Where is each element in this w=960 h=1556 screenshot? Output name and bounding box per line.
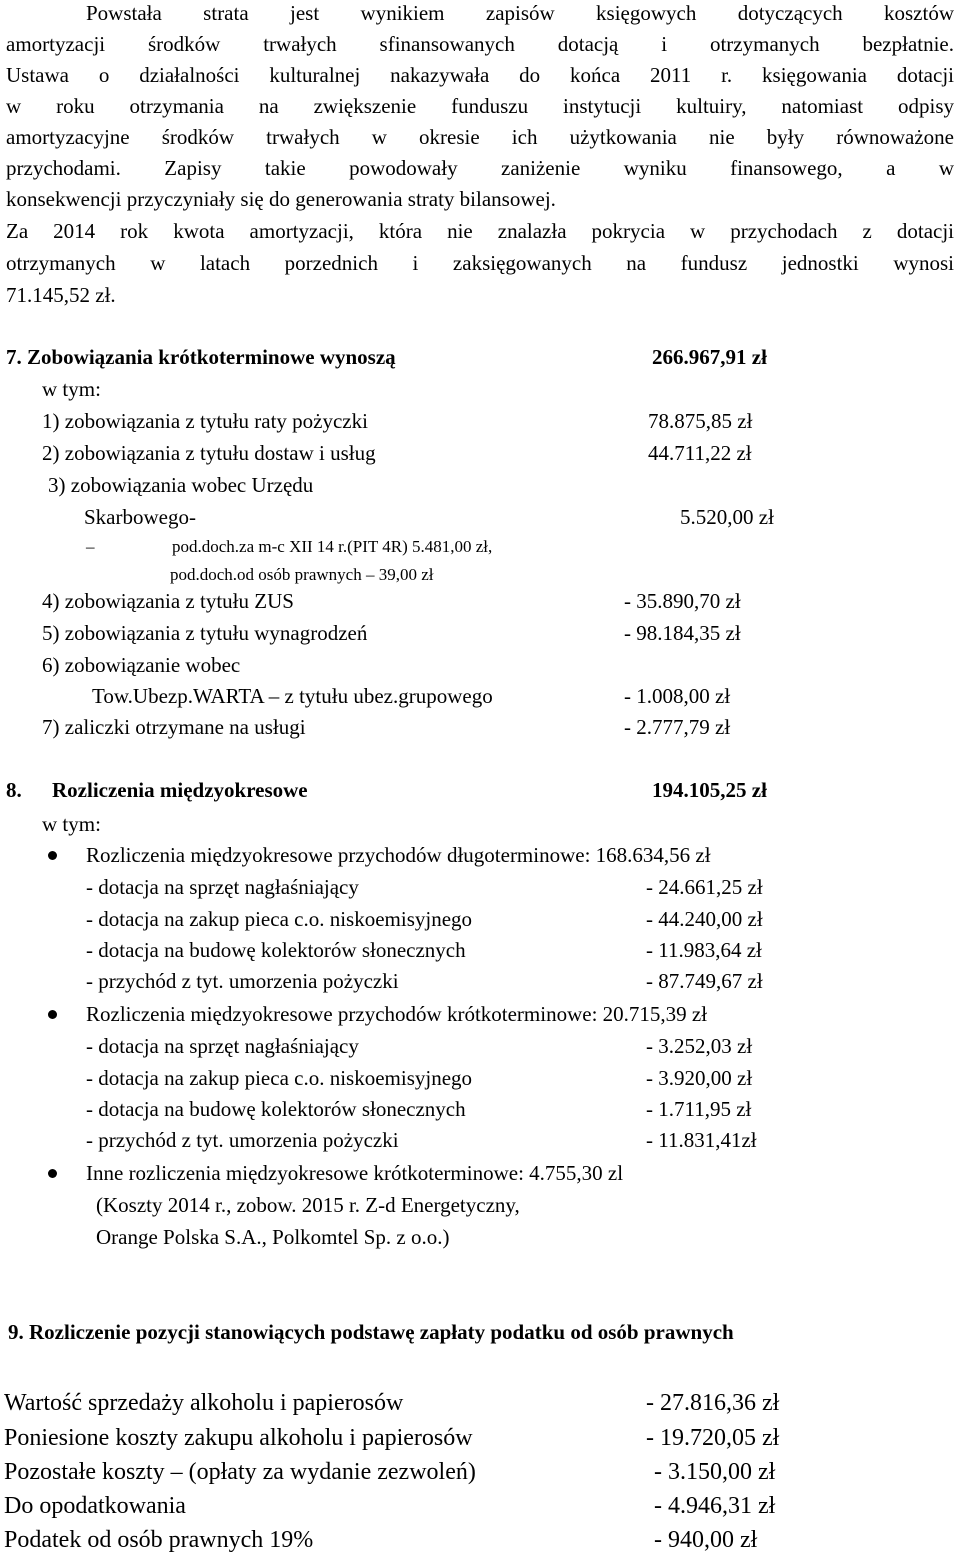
short-term-item-value: - 11.831,41zł [646, 1128, 757, 1152]
intro-line: przychodami. Zapisy takie powodowały zaniżenie wyniku finansowego, a w [6, 156, 954, 180]
short-term-item-label: - dotacja na zakup pieca c.o. niskoemisyjnego [86, 1066, 473, 1090]
bullet-icon [48, 1169, 57, 1178]
section-7-wtym: w tym: [42, 377, 101, 401]
section-7-total: 266.967,91 zł [652, 345, 767, 369]
liability-value: 44.711,22 zł [648, 441, 752, 465]
intro-line: otrzymanych w latach porzednich i zaksięgowanych na fundusz jednostki wynosi [6, 251, 954, 275]
other-note: (Koszty 2014 r., zobow. 2015 r. Z-d Energetyczny, [96, 1193, 520, 1217]
long-term-item-value: - 24.661,25 zł [646, 875, 763, 899]
liability-label: 2) zobowiązania z tytułu dostaw i usług [42, 441, 376, 465]
liability-sub-line: pod.doch.od osób prawnych – 39,00 zł [170, 565, 434, 584]
long-term-item-value: - 87.749,67 zł [646, 969, 763, 993]
intro-line: Powstała strata jest wynikiem zapisów księgowych dotyczących kosztów [86, 1, 954, 25]
intro-line: amortyzacji środków trwałych sfinansowanych dotacją i otrzymanych bezpłatnie. [6, 32, 954, 56]
section-8-heading: Rozliczenia międzyokresowe [52, 778, 308, 802]
short-term-item-value: - 3.920,00 zł [646, 1066, 753, 1090]
other-note: Orange Polska S.A., Polkomtel Sp. z o.o.) [96, 1225, 450, 1249]
tax-row-label: Podatek od osób prawnych 19% [4, 1527, 314, 1553]
intro-line: 71.145,52 zł. [6, 283, 116, 307]
intro-line: Ustawa o działalności kulturalnej nakazywała do końca 2011 r. księgowania dotacji [6, 63, 954, 87]
tax-row-value: - 3.150,00 zł [654, 1459, 776, 1485]
short-term-item-label: - przychód z tyt. umorzenia pożyczki [86, 1128, 399, 1152]
liability-value: - 98.184,35 zł [624, 621, 741, 645]
liability-label: 1) zobowiązania z tytułu raty pożyczki [42, 409, 368, 433]
liability-label: 3) zobowiązania wobec Urzędu [48, 473, 314, 497]
liability-value: - 2.777,79 zł [624, 715, 731, 739]
other-title: Inne rozliczenia międzyokresowe krótkoterminowe: 4.755,30 zl [86, 1161, 624, 1185]
long-term-title: Rozliczenia międzyokresowe przychodów długoterminowe: 168.634,56 zł [86, 843, 711, 867]
long-term-item-label: - przychód z tyt. umorzenia pożyczki [86, 969, 399, 993]
tax-row-value: - 4.946,31 zł [654, 1493, 776, 1519]
tax-row-label: Do opodatkowania [4, 1493, 186, 1519]
bullet-icon [48, 851, 57, 860]
intro-line: amortyzacyjne środków trwałych w okresie ich użytkowania nie były równoważone [6, 125, 954, 149]
tax-row-value: - 27.816,36 zł [646, 1390, 780, 1416]
section-8-number: 8. [6, 778, 22, 802]
section-8-wtym: w tym: [42, 812, 101, 836]
long-term-item-value: - 44.240,00 zł [646, 907, 763, 931]
liability-label: Skarbowego- [84, 505, 196, 529]
intro-line: Za 2014 rok kwota amortyzacji, która nie znalazła pokrycia w przychodach z dotacji [6, 219, 954, 243]
bullet-icon [48, 1010, 57, 1019]
intro-line: w roku otrzymania na zwiększenie funduszu instytucji kultuiry, natomiast odpisy [6, 94, 954, 118]
liability-sub-line: pod.doch.za m-c XII 14 r.(PIT 4R) 5.481,00 zł, [172, 537, 493, 556]
long-term-item-label: - dotacja na sprzęt nagłaśniający [86, 875, 359, 899]
short-term-item-value: - 1.711,95 zł [646, 1097, 752, 1121]
tax-row-label: Poniesione koszty zakupu alkoholu i papierosów [4, 1425, 473, 1451]
section-9-heading: 9. Rozliczenie pozycji stanowiących podstawę zapłaty podatku od osób prawnych [8, 1320, 734, 1344]
short-term-item-label: - dotacja na sprzęt nagłaśniający [86, 1034, 359, 1058]
liability-label: 4) zobowiązania z tytułu ZUS [42, 589, 294, 613]
liability-sub-dash: – [86, 537, 95, 556]
long-term-item-label: - dotacja na zakup pieca c.o. niskoemisyjnego [86, 907, 473, 931]
liability-label: 6) zobowiązanie wobec [42, 653, 241, 677]
liability-label: 5) zobowiązania z tytułu wynagrodzeń [42, 621, 368, 645]
liability-label: 7) zaliczki otrzymane na usługi [42, 715, 306, 739]
long-term-item-label: - dotacja na budowę kolektorów słonecznych [86, 938, 466, 962]
short-term-title: Rozliczenia międzyokresowe przychodów krótkoterminowe: 20.715,39 zł [86, 1002, 708, 1026]
long-term-item-value: - 11.983,64 zł [646, 938, 762, 962]
liability-value: - 35.890,70 zł [624, 589, 741, 613]
tax-row-label: Pozostałe koszty – (opłaty za wydanie zezwoleń) [4, 1459, 476, 1485]
tax-row-value: - 940,00 zł [654, 1527, 758, 1553]
section-8-total: 194.105,25 zł [652, 778, 767, 802]
tax-row-label: Wartość sprzedaży alkoholu i papierosów [4, 1390, 404, 1416]
short-term-item-label: - dotacja na budowę kolektorów słonecznych [86, 1097, 466, 1121]
liability-value: - 1.008,00 zł [624, 684, 731, 708]
intro-line: konsekwencji przyczyniały się do generowania straty bilansowej. [6, 187, 556, 211]
liability-label: Tow.Ubezp.WARTA – z tytułu ubez.grupowego [92, 684, 493, 708]
section-7-heading: 7. Zobowiązania krótkoterminowe wynoszą [6, 345, 396, 369]
liability-value: 78.875,85 zł [648, 409, 753, 433]
tax-row-value: - 19.720,05 zł [646, 1425, 780, 1451]
liability-value: 5.520,00 zł [680, 505, 774, 529]
short-term-item-value: - 3.252,03 zł [646, 1034, 753, 1058]
